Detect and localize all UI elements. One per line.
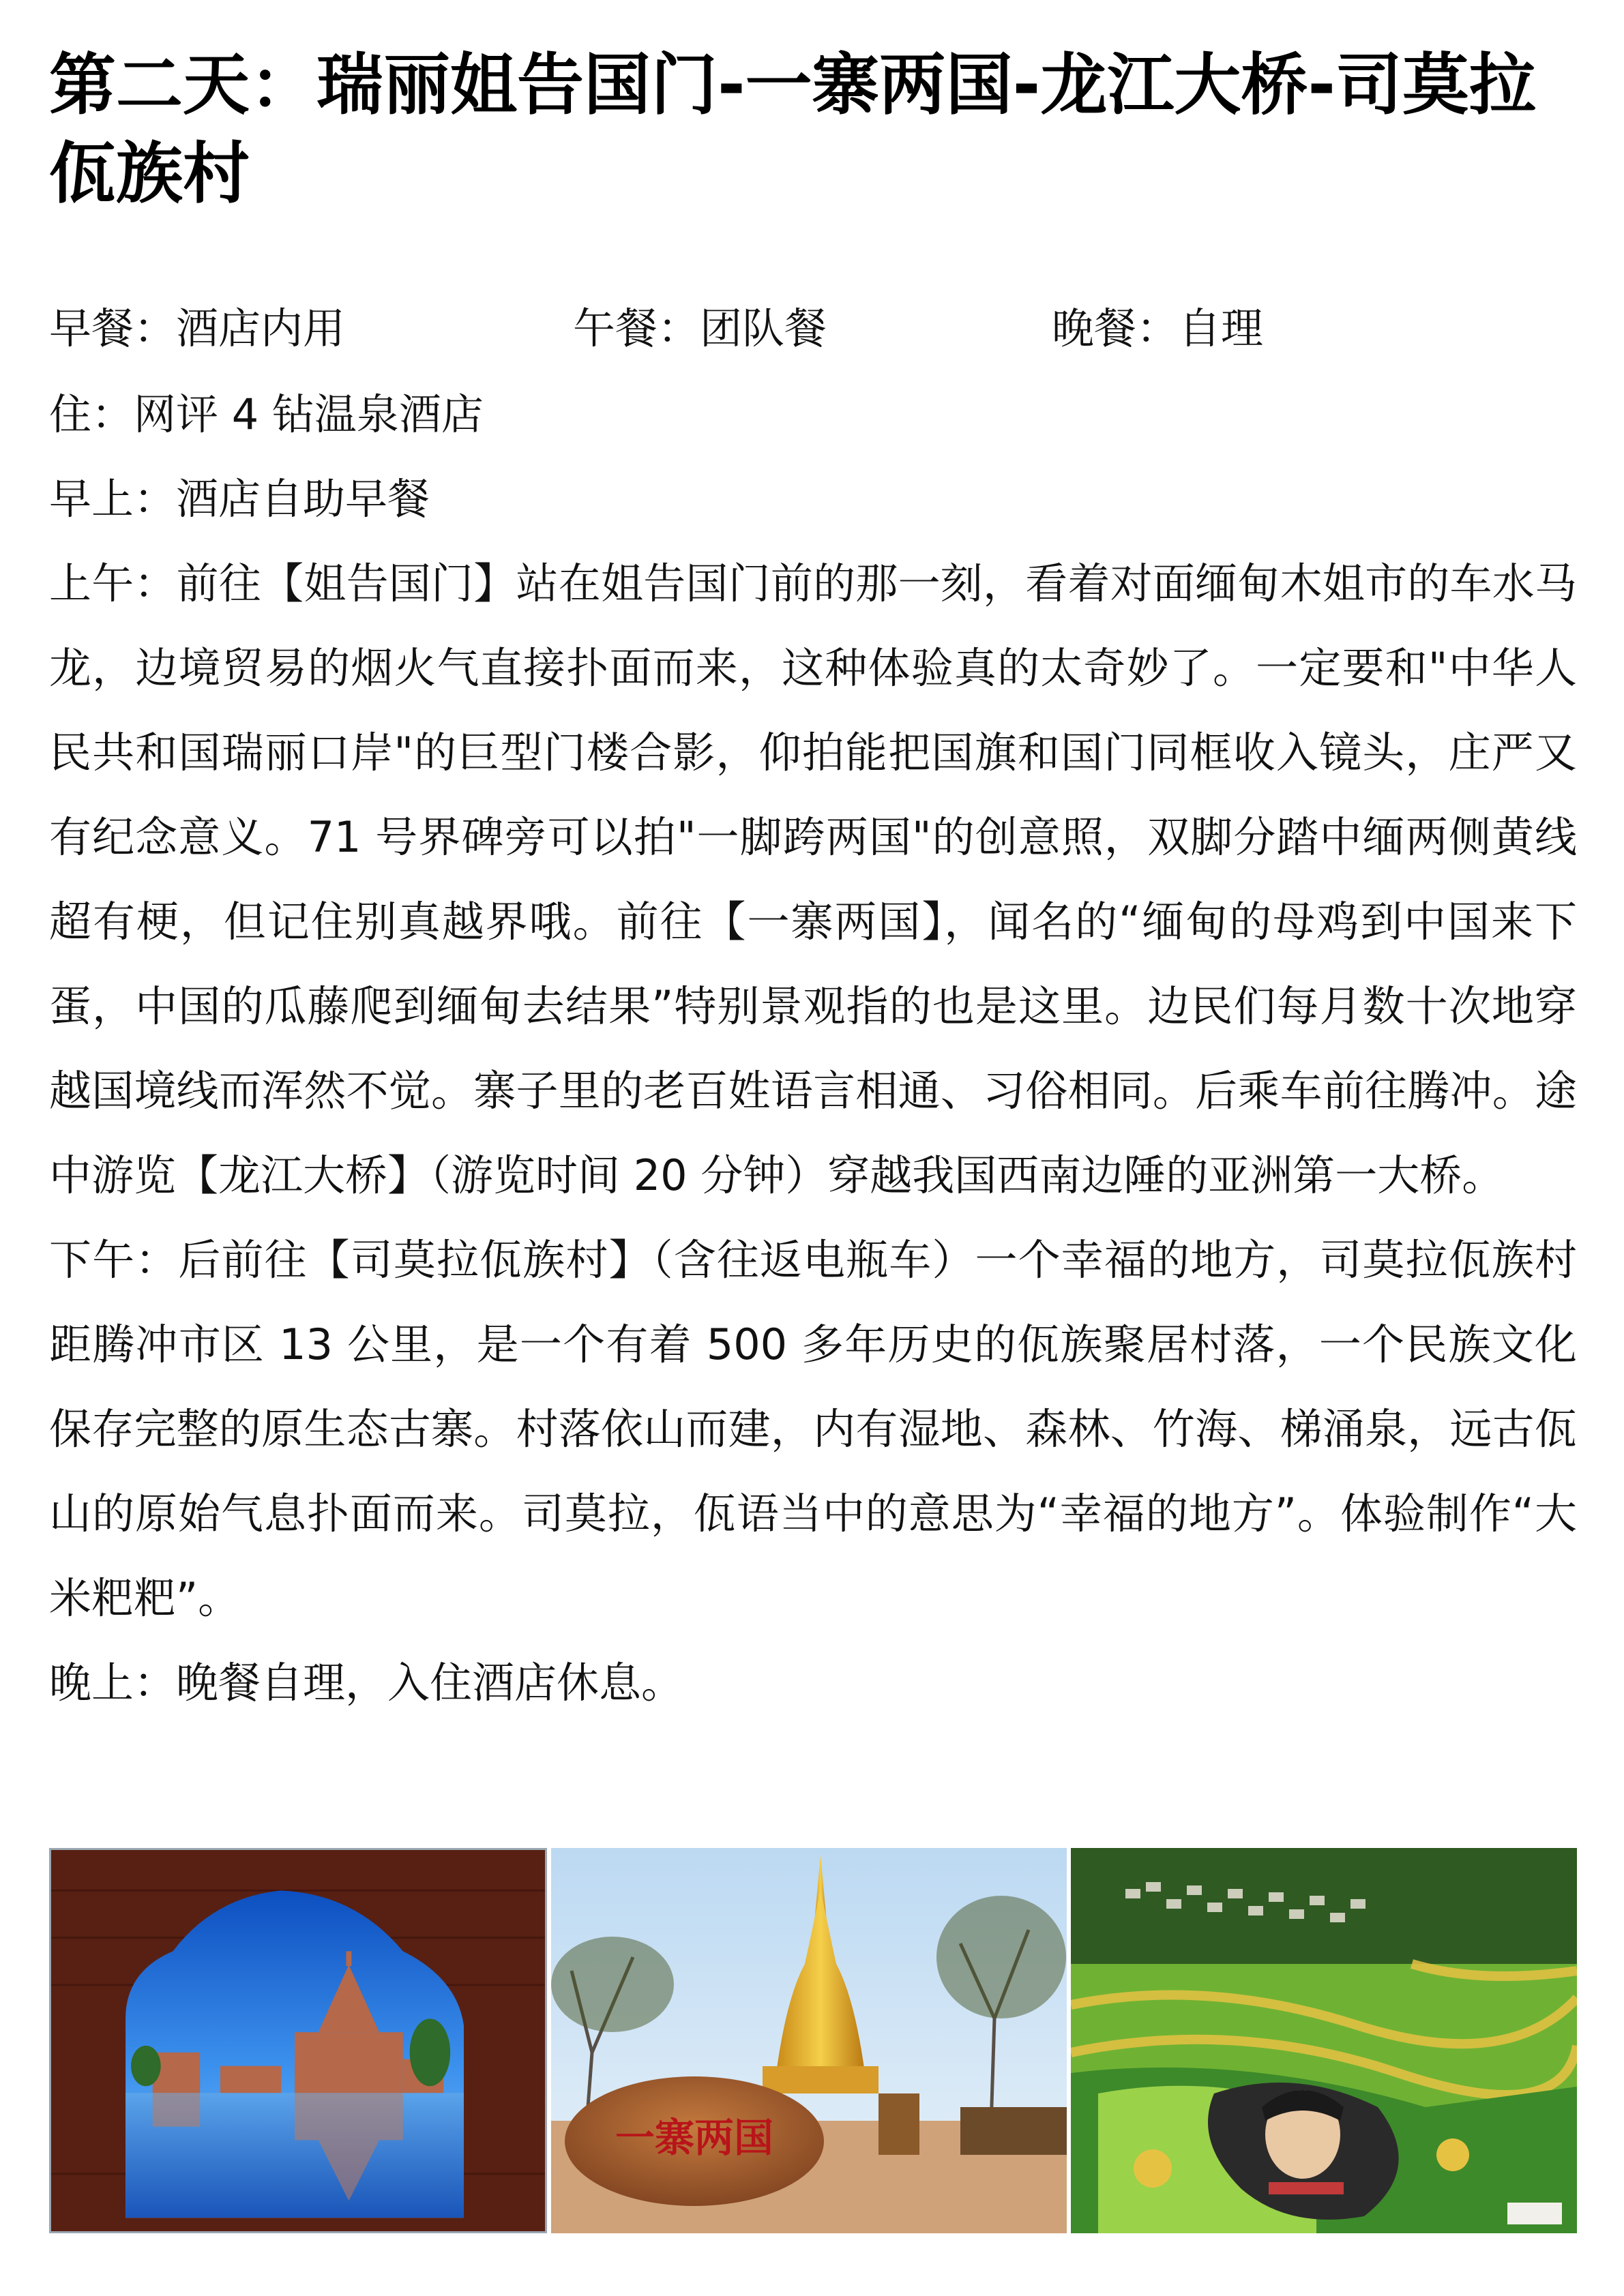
morning-schedule: 上午：前往【姐告国门】站在姐告国门前的那一刻，看着对面缅甸木姐市的车水马龙，边境贸易的烟火气直接扑面而来，这种体验真的太奇妙了。一定要和"中华人民共和国瑞丽口岸"的巨型门楼合影，仰拍能把国旗和国门同框收入镜头，庄严又有纪念意义。71 号界碑旁可以拍"一脚跨两国"的创意照，双脚分踏中缅两侧黄线超有梗，但记住别真越界哦。前往【一寨两国】，闻名的“缅甸的母鸡到中国来下蛋，中国的瓜藤爬到缅甸去结果”特别景观指的也是这里。边民们每月数十次地穿越国境线而浑然不觉。寨子里的老百姓语言相通、习俗相同。后乘车前往腾冲。途中游览【龙江大桥】（游览时间 20 分钟）穿越我国西南边陲的亚洲第一大桥。	[49, 558, 1577, 1200]
rock-inscription: 一寨两国	[615, 2115, 774, 2161]
lunch-info: 午餐：团队餐	[573, 303, 827, 353]
breakfast-info: 早餐：酒店内用	[49, 303, 346, 353]
evening-schedule: 晚上：晚餐自理，入住酒店休息。	[49, 1658, 684, 1708]
afternoon-schedule: 下午：后前往【司莫拉佤族村】（含往返电瓶车）一个幸福的地方，司莫拉佤族村距腾冲市区 13 公里，是一个有着 500 多年历史的佤族聚居村落，一个民族文化保存完整的原生态古寨。村落依山而建，内有湿地、森林、竹海、梯涌泉，远古佤山的原始气息扑面而来。司莫拉，佤语当中的意思为“幸福的地方”。体验制作“大米粑粑”。	[49, 1235, 1577, 1623]
dinner-info: 晚餐：自理	[1052, 303, 1264, 353]
stupa-rock-photo	[551, 1848, 1067, 2233]
early-schedule: 早上：酒店自助早餐	[49, 474, 430, 524]
itinerary-body	[49, 372, 1577, 1725]
temple-arch-photo	[49, 1848, 547, 2233]
page-title: 第二天：瑞丽姐告国门-一寨两国-龙江大桥-司莫拉佤族村	[49, 46, 1537, 213]
photo-strip	[49, 1848, 1577, 2233]
meal-info-row	[49, 295, 1577, 363]
stay-info: 住：网评 4 钻温泉酒店	[49, 389, 484, 439]
village-field-photo	[1071, 1848, 1577, 2233]
